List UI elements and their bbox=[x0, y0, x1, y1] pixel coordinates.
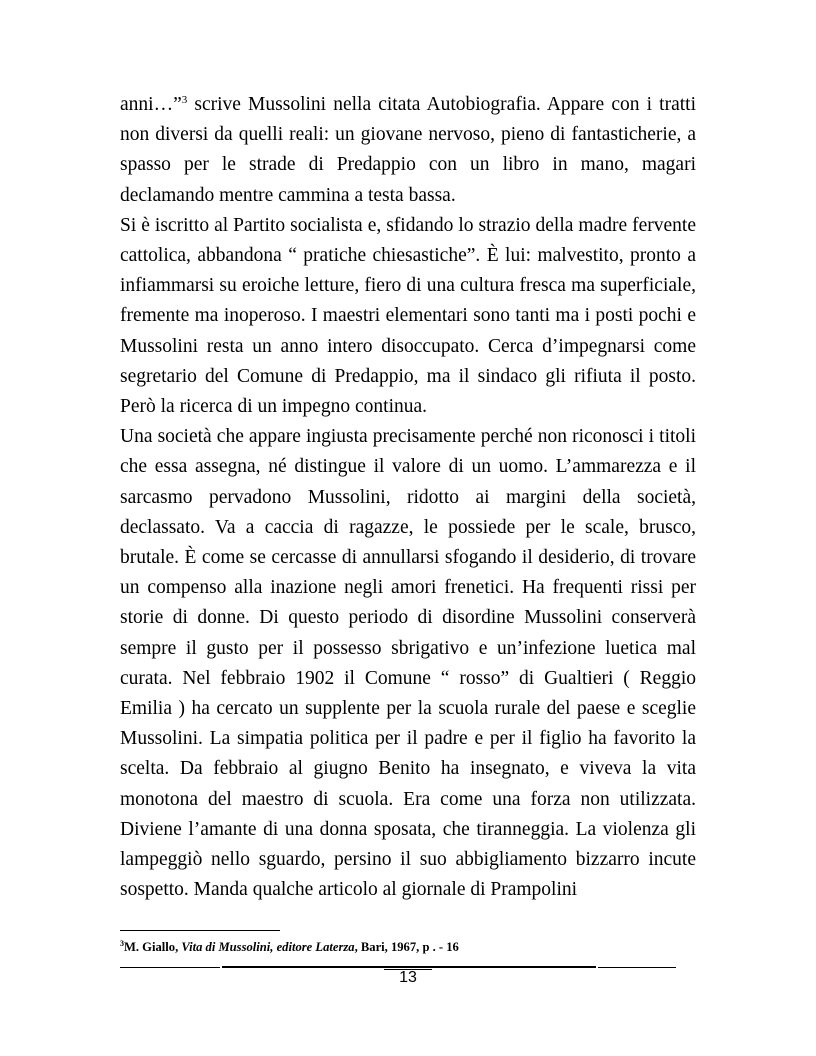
footer-rule-center bbox=[222, 966, 596, 968]
footnote bbox=[120, 939, 696, 955]
footnote-author: M. Giallo, bbox=[124, 940, 182, 954]
footnote-separator bbox=[120, 930, 280, 931]
page-number: 13 bbox=[399, 969, 417, 986]
paragraph-1-text: scrive Mussolini nella citata Autobiografia. Appare con i tratti non diversi da quelli reali: un giovane nervoso, pieno di fantasticherie, a spasso per le strade di Predappio con un libro in mano, magari declamando mentre cammina a testa bassa. bbox=[120, 94, 696, 206]
footer-rule-right bbox=[598, 967, 676, 968]
footnote-details: , Bari, 1967, p . - 16 bbox=[354, 940, 459, 954]
footnote-reference[interactable]: 3 bbox=[181, 94, 188, 106]
paragraph-2: Si è iscritto al Partito socialista e, sfidando lo strazio della madre fervente cattolica, abbandona “ pratiche chiesastiche”. È lui: malvestito, pronto a infiammarsi su eroiche letture, fiero di una cultura fresca ma superficiale, fremente ma inoperoso. I maestri elementari sono tanti ma i posti pochi e Mussolini resta un anno intero disoccupato. Cerca d’impegnarsi come segretario del Comune di Predappio, ma il sindaco gli rifiuta il posto. Però la ricerca di un impegno continua. bbox=[120, 214, 696, 418]
body-text bbox=[120, 90, 696, 905]
footnote-number: 3 bbox=[120, 939, 124, 948]
paragraph-1 bbox=[120, 90, 696, 211]
paragraph-1-start: anni…” bbox=[120, 94, 182, 115]
footer-rule-left bbox=[120, 967, 220, 968]
paragraph-3: Una società che appare ingiusta precisamente perché non riconosci i titoli che essa assegna, né distingue il valore di un uomo. L’ammarezza e il sarcasmo pervadono Mussolini, ridotto ai margini della società, declassato. Va a caccia di ragazze, le possiede per le scale, brusco, brutale. È come se cercasse di annullarsi sfogando il desiderio, di trovare un compenso alla inazione negli amori frenetici. Ha frequenti rissi per storie di donne. Di questo periodo di disordine Mussolini conserverà sempre il gusto per il possesso sbrigativo e un’infezione luetica mal curata. Nel febbraio 1902 il Comune “ rosso” di Gualtieri ( Reggio Emilia ) ha cercato un supplente per la scuola rurale del paese e sceglie Mussolini. La simpatia politica per il padre e per il figlio ha favorito la scelta. Da febbraio al giugno Benito ha insegnato, e viveva la vita monotona del maestro di scuola. Era come una forza non utilizzata. Diviene l’amante di una donna sposata, che tiranneggia. La violenza gli lampeggiò nello sguardo, persino il suo abbigliamento bizzarro incute sospetto. Manda qualche articolo al giornale di Prampolini bbox=[120, 426, 696, 901]
footnote-title: Vita di Mussolini, editore Laterza bbox=[181, 940, 355, 954]
